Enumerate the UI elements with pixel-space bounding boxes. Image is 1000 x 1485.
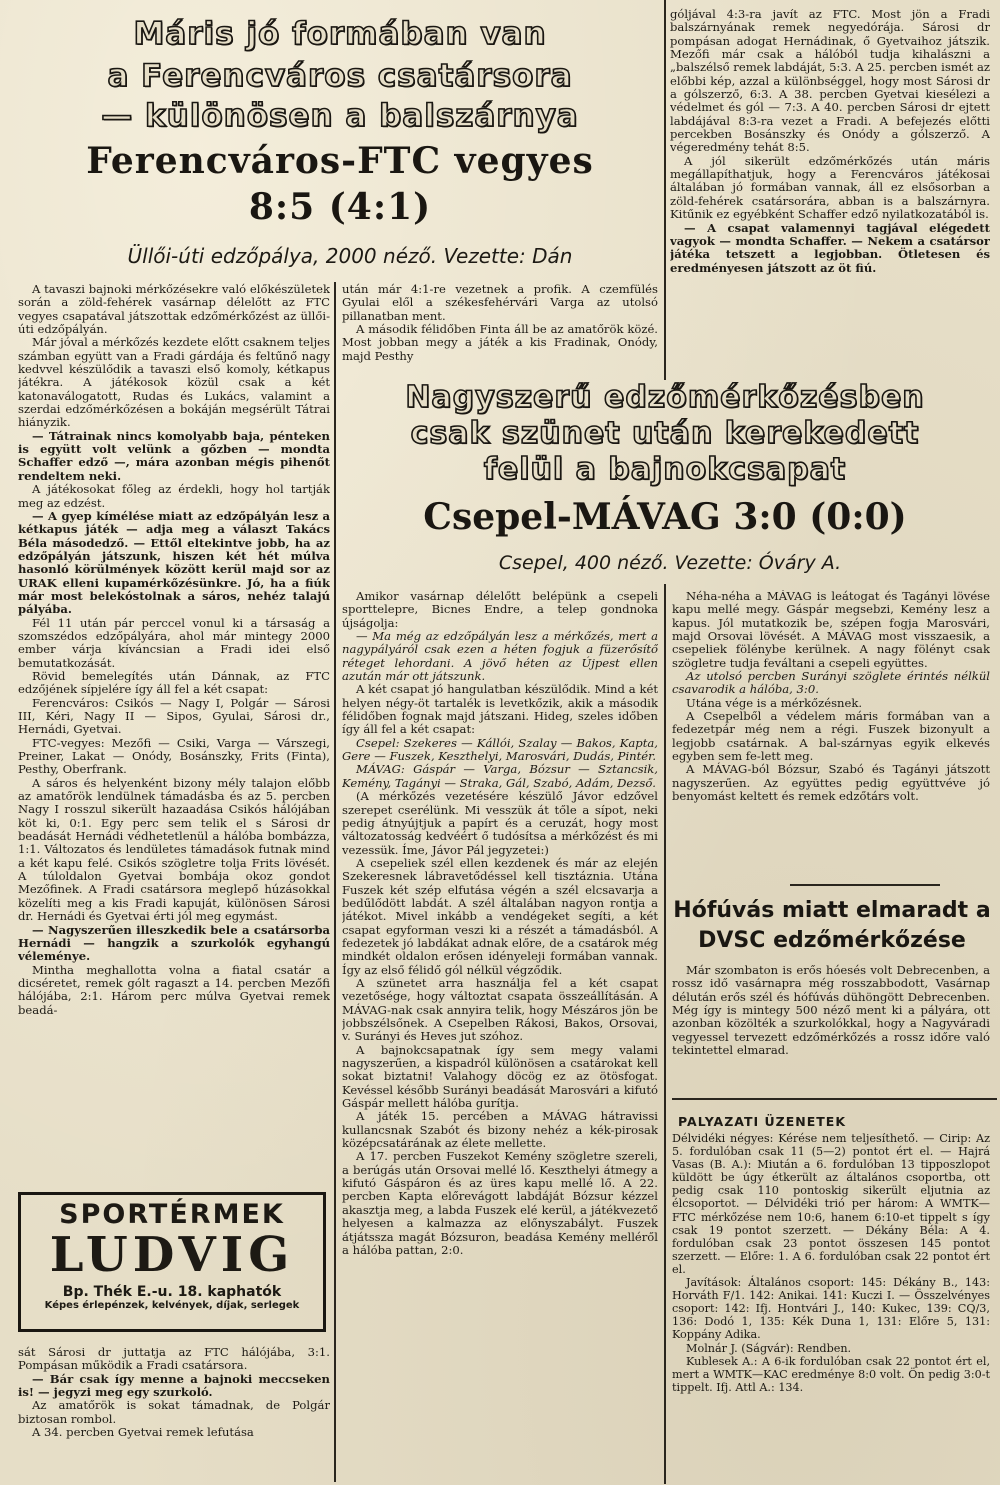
match-subtitle: Üllői-úti edzőpálya, 2000 néző. Vezette: Dán <box>127 244 573 268</box>
paragraph: A 17. percben Fuszekot Kemény szögletre szereli, a berúgás után Orsovai mellé lő. Keszthelyi átmegy a kifutó Gáspáron és az üres kapu mellé lő. A 22. percben Kapta előrevágott labdáját Bózsur kézzel akasztja meg, a labda Fuszek elé kerül, a játékvezető helyesen a kalmazza az előnyszabályt. Fuszek átjátssza magát Bózsuron, beadása Kemény melléről a hálóba pattan, 2:0. <box>342 1149 658 1257</box>
headline2-line-3: felül a bajnokcsapat <box>483 452 847 487</box>
paragraph: A tavaszi bajnoki mérkőzésekre való előkészületek során a zöld-fehérek vasárnap délelőtt az FTC vegyes csapatával játszottak edzőmérkőzést az üllői-úti edzőpályán. <box>18 283 330 337</box>
headline-line-2: a Ferencváros csatársora <box>107 58 573 94</box>
paragraph: A csepeliek szél ellen kezdenek és már az elején Szekeresnek lábravetődéssel kell tisztáznia. Utána Fuszek két szép elfutása végén a szél elcsavarja a bedűlődött labdát. A szél általában nagyon rontja a játékot. Mivel inkább a vendégeket segíti, a két csapat egyforman veszi ki a részét a támadásból. A fedezetek jó labdákat adnak előre, de a csatárok még mindkét oldalon erősen idényeleji formában vannak. Így az első félidő gól nélkül végződik. <box>342 855 658 977</box>
headline-line-3: — különösen a balszárnya <box>101 98 579 134</box>
paragraph: A játékosokat főleg az érdekli, hogy hol tartják meg az edzést. <box>18 482 330 510</box>
paragraph: Az utolsó percben Surányi szöglete érintés nélkül csavarodik a hálóba, 3:0. <box>672 669 990 697</box>
paragraph: — Ma még az edzőpályán lesz a mérkőzés, mert a nagypályáról csak ezen a héten fogjuk a füzerősítő réteget lehordani. A jövő héten az Újpest ellen azután már ott játszunk. <box>342 629 658 684</box>
paragraph: Javítások: Általános csoport: 145: Dékány B., 143: Horváth F/1. 142: Anikai. 141: Kuczi I. — Összelvényes csoport: 142: Ifj. Hontvári J., 140: Kukec, 139: CQ/3, 136: Dodó 1, 135: Kék Duna 1, 131: Előre 5, 131: Koppány Adika. <box>672 1276 990 1342</box>
paragraph: A sáros és helyenként bizony mély talajon előbb az amatőrök lendülnek támadásba és az 5. percben Nagy I rosszul sikerült hazaadása Csikós hálójában köt ki, 0:1. Egy perc sem telik el s Sárosi dr beadását Hernádi védhetetlenül a hálóba bombázza, 1:1. Változatos és lendületes támadások futnak mind a két kapu felé. Csikós szögletre tolja Frits lövését. A túloldalon Gyetvai bombája okoz gondot Mezőfinek. A Fradi csatársora meglepő húzásokkal közelíti meg a kis Fradi kapuját, különösen Sárosi dr. Hernádi és Gyetvai érti jól meg egymást. <box>18 775 330 924</box>
score-title: Ferencváros-FTC vegyes <box>86 140 594 182</box>
paragraph: A szünetet arra használja fel a két csapat vezetősége, hogy változtat csapata összeállításán. A MÁVAG-nak csak annyira telik, hogy Mészáros jön be jobbszélsőnek. A Csepelben Rákosi, Bakos, Orsovai, v. Surányi és Heves jut szóhoz. <box>342 975 658 1044</box>
lineup-csepel: Csepel: Szekeres — Kállói, Szalay — Bakos, Kapta, Gere — Fuszek, Keszthelyi, Marosvári, Dudás, Pintér. <box>342 735 658 764</box>
paragraph: A játék 15. percében a MÁVAG hátravissi kullancsnak Szabót és bizony nehéz a kék-pirosak középcsatárának az élete mellette. <box>342 1109 658 1151</box>
divider-dvsc <box>790 884 940 886</box>
paragraph: után már 4:1-re vezetnek a profik. A czemfülés Gyulai elől a székesfehérvári Varga az utolsó pillanatban ment. <box>342 283 658 323</box>
paragraph: Már jóval a mérkőzés kezdete előtt csaknem teljes számban együtt van a Fradi gárdája és feltűnő nagy kedvvel készülődik a tavaszi első komoly, kétkapus játékra. A játékosok közül csak a két katonaválogatott, Rudas és Lukács, valamint a szerdai edzőmérkőzésen a bokáján megsérült Tátrai hiányzik. <box>18 335 330 430</box>
paragraph: Amikor vasárnap délelőtt belépünk a csepeli sporttelepre, Bicnes Endre, a telep gondnoka újságolja: <box>342 590 658 630</box>
divider-palyazati <box>672 1098 997 1100</box>
column-rule-right <box>664 0 666 380</box>
paragraph: — A csapat valamennyi tagjával elégedett vagyok — mondta Schaffer. — Nekem a csatársor játéka tetszett a legjobban. Ötletesen és eredményesen játszott az öt fiú. <box>670 220 990 275</box>
paragraph: A MÁVAG-ból Bózsur, Szabó és Tagányi játszott nagyszerűen. Az együttes pedig együttvéve jó benyomást keltett és remek edzőtárs volt. <box>672 762 990 804</box>
paragraph: Kublesek A.: A 6-ik fordulóban csak 22 pontot ért el, mert a WMTK—KAC eredménye 8:0 volt. Ön pedig 3:0-t tippelt. Ifj. Attl A.: 134. <box>672 1354 990 1394</box>
article4-body <box>672 1132 990 1480</box>
ad-line-3: Bp. Thék E.-u. 18. kaphatók <box>62 1284 282 1300</box>
paragraph: Mintha meghallotta volna a fiatal csatár a dicséretet, remek gólt ragaszt a 14. percben Mezőfi hálójába, 2:1. Három perc múlva Gyetvai remek beadá- <box>18 962 330 1017</box>
paragraph: sát Sárosi dr juttatja az FTC hálójába, 3:1. Pompásan működik a Fradi csatársora. <box>18 1346 330 1373</box>
article2-column-2 <box>342 590 658 1480</box>
column-rule-left <box>334 282 336 1482</box>
headline2-line-1: Nagyszerű edzőmérkőzésben <box>405 380 925 415</box>
headline-dvsc: Hófúvás miatt elmaradt a DVSC edzőmérkőzése <box>673 898 991 953</box>
paragraph: A Csepelből a védelem máris formában van a fedezetpár még nem a régi. Fuszek bizonyult a legjobb csatárnak. A bal-szárnyas egyik elkevés egyben sem fe-lett meg. <box>672 709 990 764</box>
paragraph: Utána vége is a mérkőzésnek. <box>686 695 863 710</box>
paragraph: Néha-néha a MÁVAG is leátogat és Tagányi lövése kapu mellé megy. Gáspár megsebzi, Kemény lesz a kapus. Jól mutatkozik be, szépen fogja Marosvári, majd Orsovai lövését. A MÁVAG most visszaesik, a csepeliek fölénybe kerülnek. A nagy fölényt csak szögletre tudja feváltani a csepeli együttes. <box>672 590 990 670</box>
paragraph: — Nagyszerűen illeszkedik bele a csatársorba Hernádi — hangzik a szurkolók egyhangú véleménye. <box>18 922 330 964</box>
article1-column-3 <box>670 8 990 380</box>
paragraph: Délvidéki négyes: Kérése nem teljesíthető. — Cirip: Az 5. fordulóban csak 11 (5—2) pontot ért el. — Hajrá Vasas (B. A.): Miután a 6. fordulóban 13 tipposzlopot küldött be úgy étkerült az általános csoportba, ott pedig csak 110 pontoskig sikerült eljutnia az élcsoportot. — Délvidéki trió per három: A WMTK—FTC mérkőzése nem 10:6, hanem 6:10-et tippelt s így csak 19 pontot szerzett. — Dékány Béla: A 4. fordulóban csak 23 pontot összesen 145 pontot szerzett. — Előre: 1. A 6. fordulóban csak 22 pontot ért el. <box>672 1132 990 1276</box>
paragraph: — A gyep kímélése miatt az edzőpályán lesz a kétkapus játék — adja meg a választ Takács Béla másodedző. — Ettől eltekintve jobb, ha az edzőpályán játszunk, hiszen két hét múlva hasonló körülmények között kerül majd sor az URAK elleni kupamérkőzésünkre. Jó, ha a fiúk már most belekóstolnak a sáros, nehéz talajú pályába. <box>18 508 330 617</box>
column-rule-right-lower <box>664 584 666 1484</box>
lineup-mavag: MÁVAG: Gáspár — Varga, Bózsur — Sztancsik, Kemény, Tagányi — Straka, Gál, Szabó, Adám, Dezső. <box>342 762 658 790</box>
paragraph: A 34. percben Gyetvai remek lefutása <box>32 1425 254 1440</box>
paragraph: A két csapat jó hangulatban készülődik. Mind a két helyen négy-öt tartalék is levetkőzik, akik a második félidőben fognak majd játszani. Hideg, szeles időben így áll fel a két csapat: <box>342 682 658 737</box>
ad-line-4: Képes érlepénzek, kelvények, díjak, serlegek <box>44 1300 300 1311</box>
score: 8:5 (4:1) <box>248 186 432 228</box>
article2-column-3 <box>672 590 990 872</box>
lineup-ftc: FTC-vegyes: Mezőfi — Csiki, Varga — Várszegi, Preiner, Lakat — Onódy, Bosánszky, Frits (Finta), Pesthy, Oberfrank. <box>18 735 330 777</box>
ad-line-2: LUDVIG <box>49 1227 295 1283</box>
paragraph: Fél 11 után pár perccel vonul ki a társaság a szomszédos edzőpályára, ahol már mintegy 2000 ember várja kíváncsian a Fradi idei első bemutatkozását. <box>18 615 330 670</box>
paragraph: Rövid bemelegítés után Dánnak, az FTC edzőjének sípjelére így áll fel a két csapat: <box>18 668 330 697</box>
paragraph: Molnár J. (Ságvár): Rendben. <box>686 1341 852 1355</box>
article1-column-1 <box>18 283 330 1187</box>
article3-body <box>672 964 990 1090</box>
article1-column-2 <box>342 283 658 378</box>
ad-line-1: SPORTÉRMEK <box>59 1199 285 1230</box>
article1-column-1-after-ad <box>18 1346 330 1480</box>
headline2-line-2: csak szünet után kerekedett <box>410 416 920 451</box>
paragraph: — Bár csak így menne a bajnoki meccseken is! — jegyzi meg egy szurkoló. <box>18 1371 330 1400</box>
lineup-ferencvaros: Ferencváros: Csikós — Nagy I, Polgár — Sárosi III, Kéri, Nagy II — Sipos, Gyulai, Sárosi dr., Hernádi, Gyetvai. <box>18 695 330 737</box>
paragraph: — Tátrainak nincs komolyabb baja, pénteken is együtt volt velünk a gőzben — mondta Schaffer edző —, mára azonban mégis pihenőt rendeltem neki. <box>18 428 330 483</box>
paragraph: (A mérkőzés vezetésére készülő Jávor edzővel szerepet cserélünk. Mi vesszük át tőle a sípot, neki pedig átnyújtjuk a papírt és a ceruzát, hogy most változatosság kedvéért ő tudósítsa a mérkőzést és mi vezessük. Íme, Jávor Pál jegyzetei:) <box>342 789 658 857</box>
paragraph: A jól sikerült edzőmérkőzés után máris megállapíthatjuk, hogy a Ferencváros játékosai általában jó formában vannak, áll ez elsősorban a zöld-fehérek csatársorára, abban is a balszárnyra. Kitűnik ez egyébként Schaffer edző nyilatkozatából is. <box>670 153 990 222</box>
score2: Csepel-MÁVAG 3:0 (0:0) <box>423 496 907 538</box>
headline-line-1: Máris jó formában van <box>133 16 547 52</box>
palyazati-title: PALYAZATI ÜZENETEK <box>678 1114 847 1129</box>
advertisement-box <box>18 1192 326 1332</box>
paragraph: A második félidőben Finta áll be az amatőrök közé. Most jobban megy a játék a kis Fradinak, Onódy, majd Pesthy <box>342 322 658 363</box>
paragraph: Már szombaton is erős hóesés volt Debrecenben, a rossz idő vasárnapra még rosszabbodott, Vasárnap délután erős szél és hófúvás dühöngött Debrecenben. Még így is mintegy 500 néző ment ki a pályára, ott azonban közölték a szurkolókkal, hogy a Nagyváradi vegyessel tervezett edzőmérkőzés a rossz időre való tekintettel elmarad. <box>672 964 990 1058</box>
match2-subtitle: Csepel, 400 néző. Vezette: Óváry A. <box>498 552 842 574</box>
paragraph: A bajnokcsapatnak így sem megy valami nagyszerűen, a kispadról különösen a csatárokat kell sokat biztatni! Valahogy döcög ez az ötösfogat. Kevéssel később Surányi beadását Marosvári a kifutó Gáspár mellett hálóba gurítja. <box>342 1042 658 1111</box>
paragraph: Az amatőrök is sokat támadnak, de Polgár biztosan rombol. <box>18 1398 330 1426</box>
paragraph: góljával 4:3-ra javít az FTC. Most jön a Fradi balszárnyának remek negyedórája. Sárosi dr pompásan adogat Hernádinak, ő Gyetvaihoz játszik. Mezőfi már csak a hálóból tudja kihalászni a „balszélső remek labdáját, 5:3. A 25. percben ismét az előbbi kép, azzal a különbséggel, hogy most Sárosi dr a gólszerző, 6:3. A 38. percben Gyetvai kiesélezi a védelmet és gól — 7:3. A 40. percben Sárosi dr ejtett labdájával 8:3-ra vezet a Fradi. A befejezés előtti percekben Bosánszky és Onódy a gólszerző. A végeredmény tehát 8:5. <box>670 8 990 155</box>
